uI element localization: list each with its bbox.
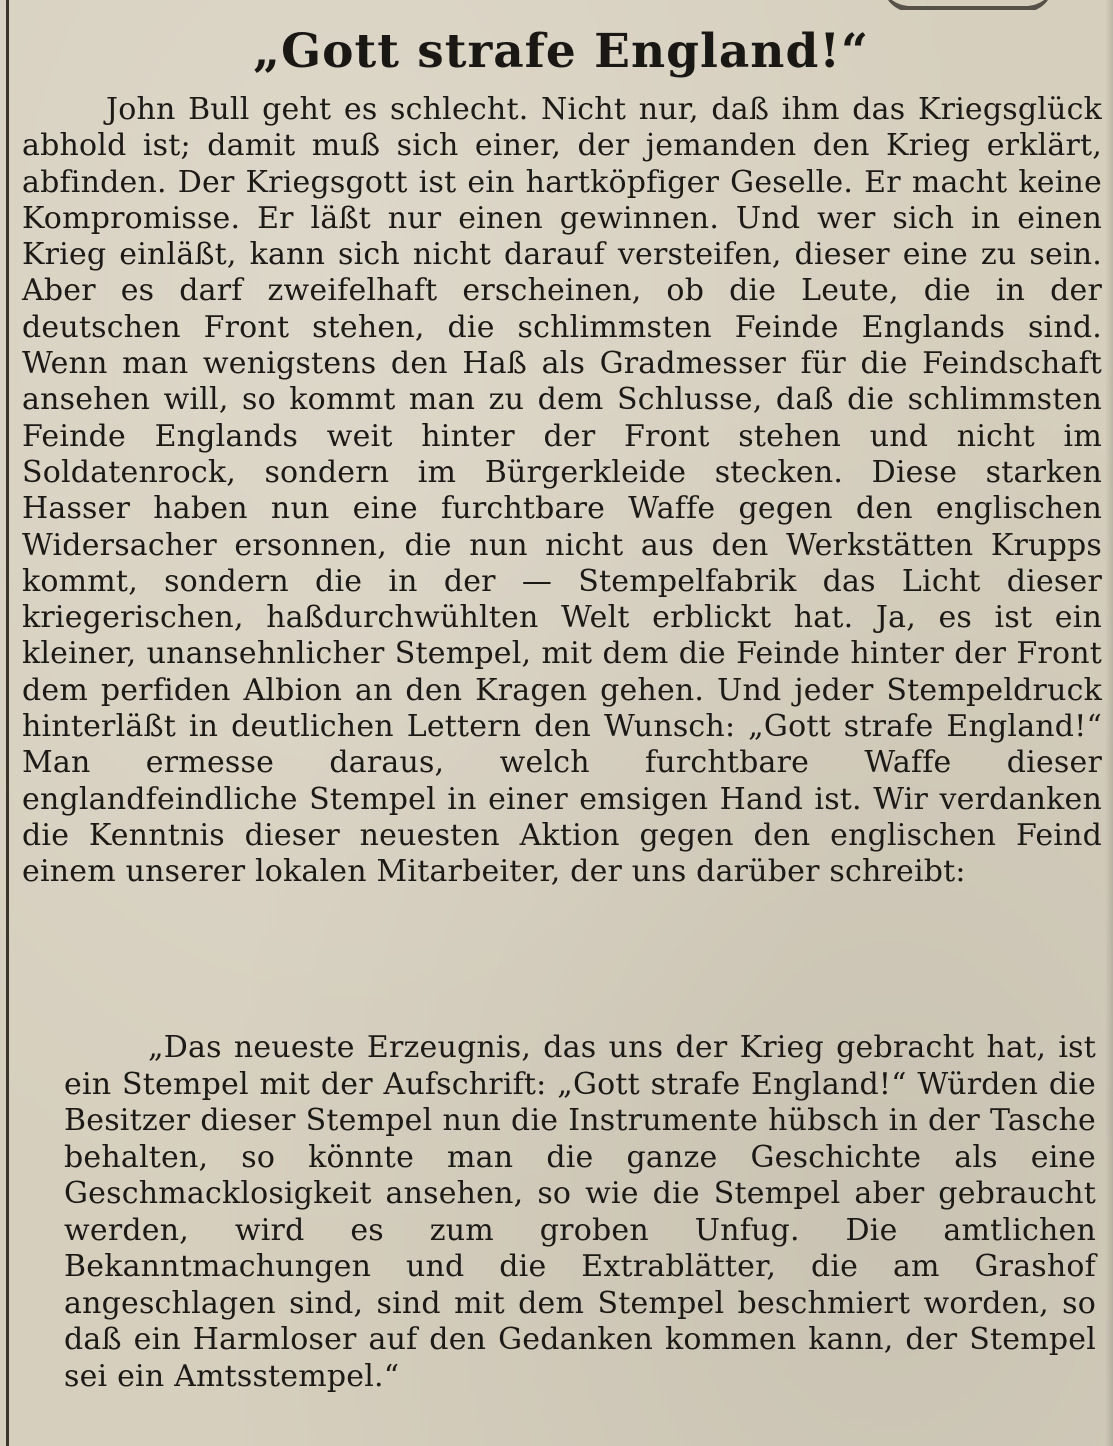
cut-off-previous-headline — [9, 0, 1113, 10]
article-headline: „Gott strafe England!“ — [252, 24, 870, 79]
cut-off-glyph — [883, 0, 1053, 10]
column-rule — [6, 0, 9, 1446]
article-quote: „Das neueste Erzeugnis, das uns der Krieg gebracht hat, ist ein Stempel mit der Aufschrift: „Gott strafe England!“ Würden die Besitzer dieser Stempel nun die Instrumente hübsch in der Tasche behalten, so könnte man die ganze Geschichte als eine Geschmacklosigkeit ansehen, so wie die Stempel aber gebraucht werden, wird es zum groben Unfug. Die amtlichen Bekanntmachungen und die Extrablätter, die am Grashof angeschlagen sind, sind mit dem Stempel beschmiert worden, so daß ein Harmloser auf den Gedanken kommen kann, der Stempel sei ein Amtsstempel.“ — [64, 1030, 1096, 1394]
article-body: John Bull geht es schlecht. Nicht nur, daß ihm das Kriegsglück abhold ist; damit muß sich einer, der jemanden den Krieg erklärt, abfinden. Der Kriegsgott ist ein hartköpfiger Geselle. Er macht keine Kompromisse. Er läßt nur einen gewinnen. Und wer sich in einen Krieg einläßt, kann sich nicht darauf versteifen, dieser eine zu sein. Aber es darf zweifelhaft erscheinen, ob die Leute, die in der deutschen Front stehen, die schlimmsten Feinde Englands sind. Wenn man wenigstens den Haß als Gradmesser für die Feindschaft ansehen will, so kommt man zu dem Schlusse, daß die schlimmsten Feinde Englands weit hinter der Front stehen und nicht im Soldatenrock, sondern im Bürgerkleide stecken. Diese starken Hasser haben nun eine furchtbare Waffe gegen den englischen Widersacher ersonnen, die nun nicht aus den Werkstätten Krupps kommt, sondern die in der — Stempelfabrik das Licht dieser kriegerischen, haßdurchwühlten Welt erblickt hat. Ja, es ist ein kleiner, unansehnlicher Stempel, mit dem die Feinde hinter der Front dem perfiden Albion an den Kragen gehen. Und jeder Stempeldruck hinterläßt in deutlichen Lettern den Wunsch: „Gott strafe England!“ Man ermesse daraus, welch furchtbare Waffe dieser englandfeindliche Stempel in einer emsigen Hand ist. Wir verdanken die Kenntnis dieser neuesten Aktion gegen den englischen Feind einem unserer lokalen Mitarbeiter, der uns darüber schreibt: — [22, 92, 1102, 890]
page-edge — [1105, 0, 1113, 1446]
